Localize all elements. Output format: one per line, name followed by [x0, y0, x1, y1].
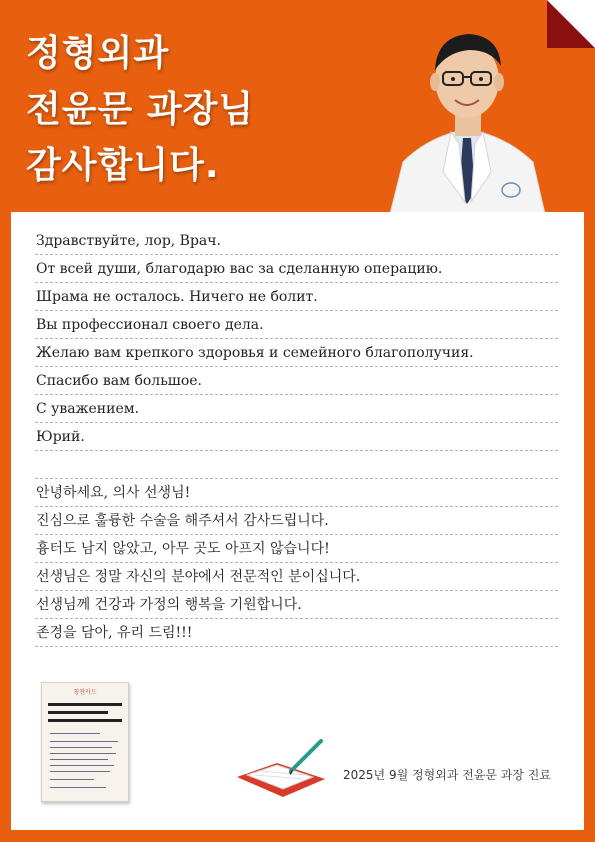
letter-line: 흉터도 남지 않았고, 아무 곳도 아프지 않습니다!	[35, 535, 558, 563]
letter-line: 안녕하세요, 의사 선생님!	[35, 479, 558, 507]
letter-line: От всей души, благодарю вас за сделанную операцию.	[35, 255, 558, 283]
letter-line	[35, 451, 558, 479]
letter-line: Здравствуйте, лор, Врач.	[35, 227, 558, 255]
footer-caption: 2025년 9월 정형외과 전윤문 과장 진료	[343, 768, 551, 782]
letter-line: Спасибо вам большое.	[35, 367, 558, 395]
handwriting-line	[50, 771, 110, 772]
letter-line: Желаю вам крепкого здоровья и семейного благополучия.	[35, 339, 558, 367]
page-title	[26, 26, 254, 194]
redaction-bar	[48, 703, 122, 706]
handwriting-line	[50, 753, 116, 754]
folded-corner	[547, 0, 595, 48]
praise-card-thumbnail	[41, 682, 129, 802]
title-line-2: 전윤문 과장님	[26, 89, 255, 130]
handwriting-line	[50, 741, 118, 742]
title-line-3: 감사합니다.	[26, 145, 220, 186]
praise-card-title: 칭찬카드	[73, 689, 97, 696]
handwriting-line	[50, 765, 114, 766]
letter-line: 선생님께 건강과 가정의 행복을 기원합니다.	[35, 591, 558, 619]
writing-pen-illustration	[233, 737, 329, 799]
letter-line: 진심으로 훌륭한 수술을 해주셔서 감사드립니다.	[35, 507, 558, 535]
handwriting-line	[50, 779, 94, 780]
handwriting-line	[50, 747, 112, 748]
letter-line: С уважением.	[35, 395, 558, 423]
letter-card	[11, 212, 584, 830]
letter-line: Шрама не осталось. Ничего не болит.	[35, 283, 558, 311]
doctor-portrait	[385, 22, 550, 214]
redaction-bar	[48, 711, 108, 714]
handwriting-line	[50, 787, 106, 788]
letter-line: Юрий.	[35, 423, 558, 451]
letter-line: 선생님은 정말 자신의 분야에서 전문적인 분이십니다.	[35, 563, 558, 591]
title-line-1: 정형외과	[26, 33, 170, 74]
handwriting-line	[50, 733, 100, 734]
handwriting-line	[50, 759, 108, 760]
redaction-bar	[48, 719, 122, 722]
letter-text	[35, 227, 558, 647]
letter-line: Вы профессионал своего дела.	[35, 311, 558, 339]
letter-line: 존경을 담아, 유리 드림!!!	[35, 619, 558, 647]
